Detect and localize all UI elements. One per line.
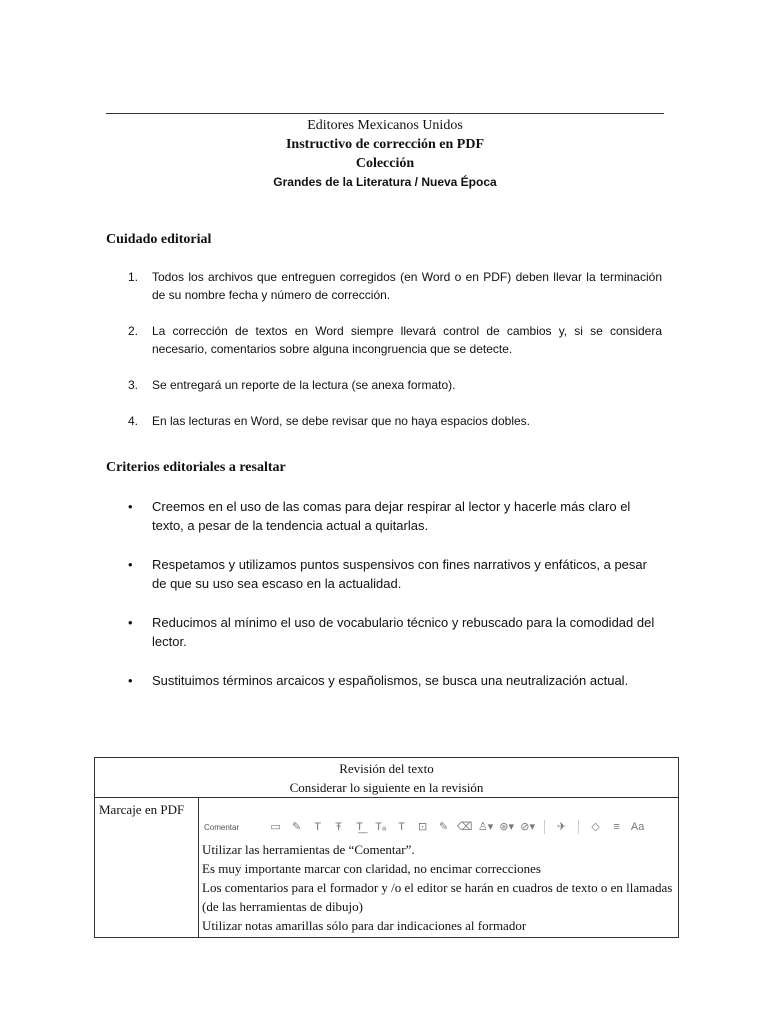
list-item-text: Sustituimos términos arcaicos y españolismos, se busca una neutralización actual. [152, 673, 629, 688]
font-size-icon: Aa [630, 820, 645, 833]
header-rule [106, 113, 664, 114]
list-item-text: La corrección de textos en Word siempre llevará control de cambios y, si se considera necesario, comentarios sobre alguna incongruencia que se detecte. [152, 324, 662, 356]
bullet-icon: • [128, 673, 133, 688]
comment-toolbar-image [204, 814, 678, 840]
document-title: Instructivo de corrección en PDF [285, 137, 485, 152]
document-header [106, 116, 664, 192]
list-item-text: Creemos en el uso de las comas para dejar respirar al lector y hacerle más claro el texto, a pesar de la tendencia actual a quitarlas. [152, 499, 631, 533]
series-name: Grandes de la Literatura / Nueva Época [273, 175, 497, 189]
list-item-text: Reducimos al mínimo el uso de vocabulario técnico y rebuscado para la comodidad del lector. [152, 615, 655, 649]
list-item-text: Todos los archivos que entreguen corregidos (en Word o en PDF) deben llevar la terminación de su nombre fecha y número de corrección. [152, 270, 662, 302]
row-label: Marcaje en PDF [95, 798, 199, 938]
list-number: 3. [128, 378, 139, 392]
publisher-name: Editores Mexicanos Unidos [307, 118, 463, 133]
line-weight-icon: ≡ [613, 820, 620, 833]
toolbar-divider [544, 820, 545, 834]
list-item [106, 672, 662, 691]
section-heading-cuidado: Cuidado editorial [106, 232, 212, 247]
list-number: 1. [128, 270, 139, 284]
instruction-line: Utilizar notas amarillas sólo para dar indicaciones al formador [202, 918, 527, 933]
list-item [106, 322, 662, 358]
instruction-line: Los comentarios para el formador y /o el editor se harán en cuadros de texto o en llamadas (de las herramientas de dibujo) [202, 880, 673, 914]
list-item [106, 556, 662, 593]
list-item-text: Respetamos y utilizamos puntos suspensivos con fines narrativos y enfáticos, a pesar de que su uso sea escaso en la actualidad. [152, 557, 647, 591]
attach-icon: ⊛▾ [499, 820, 514, 833]
insert-text-icon: Tₐ [375, 820, 387, 833]
list-number: 4. [128, 414, 139, 428]
sticky-note-icon: ▭ [270, 820, 281, 833]
toolbar-divider [578, 820, 579, 834]
bullet-icon: • [128, 615, 133, 630]
table-header-cell [95, 758, 679, 798]
section-heading-criterios: Criterios editoriales a resaltar [106, 460, 286, 475]
eraser-icon: ⌫ [456, 820, 473, 833]
strikethrough-icon: Ŧ [335, 820, 342, 833]
underline-text-icon: T [314, 820, 321, 833]
collection-label: Colección [355, 156, 415, 171]
review-table [94, 757, 679, 938]
table-header-row [95, 758, 679, 798]
list-item [106, 268, 662, 304]
instruction-line: Utilizar las herramientas de “Comentar”. [202, 842, 415, 857]
stamp-icon: ♙▾ [477, 820, 494, 833]
list-item [106, 412, 662, 430]
bullet-list [106, 498, 662, 691]
add-text-icon: T [398, 820, 405, 833]
replace-text-icon: T͟ [356, 820, 363, 833]
text-box-icon: ⊡ [418, 820, 428, 833]
pencil-icon: ✎ [439, 820, 449, 833]
list-item [106, 614, 662, 651]
table-title: Revisión del texto [339, 761, 434, 776]
toolbar-label: Comentar [204, 822, 240, 832]
numbered-list [106, 268, 662, 430]
list-item [106, 498, 662, 535]
list-number: 2. [128, 324, 139, 338]
pin-icon: ✈ [557, 820, 567, 833]
fill-color-icon: ◇ [591, 820, 600, 833]
list-item-text: En las lecturas en Word, se debe revisar que no haya espacios dobles. [152, 414, 530, 428]
list-item-text: Se entregará un reporte de la lectura (se anexa formato). [152, 378, 456, 392]
bullet-icon: • [128, 499, 133, 514]
highlight-icon: ✎ [292, 820, 302, 833]
table-row [95, 798, 679, 938]
instruction-line: Es muy importante marcar con claridad, no encimar correcciones [202, 861, 541, 876]
table-subtitle: Considerar lo siguiente en la revisión [289, 780, 484, 795]
list-item [106, 376, 662, 394]
row-content [199, 798, 679, 938]
bullet-icon: • [128, 557, 133, 572]
shapes-icon: ⊘▾ [520, 820, 535, 833]
